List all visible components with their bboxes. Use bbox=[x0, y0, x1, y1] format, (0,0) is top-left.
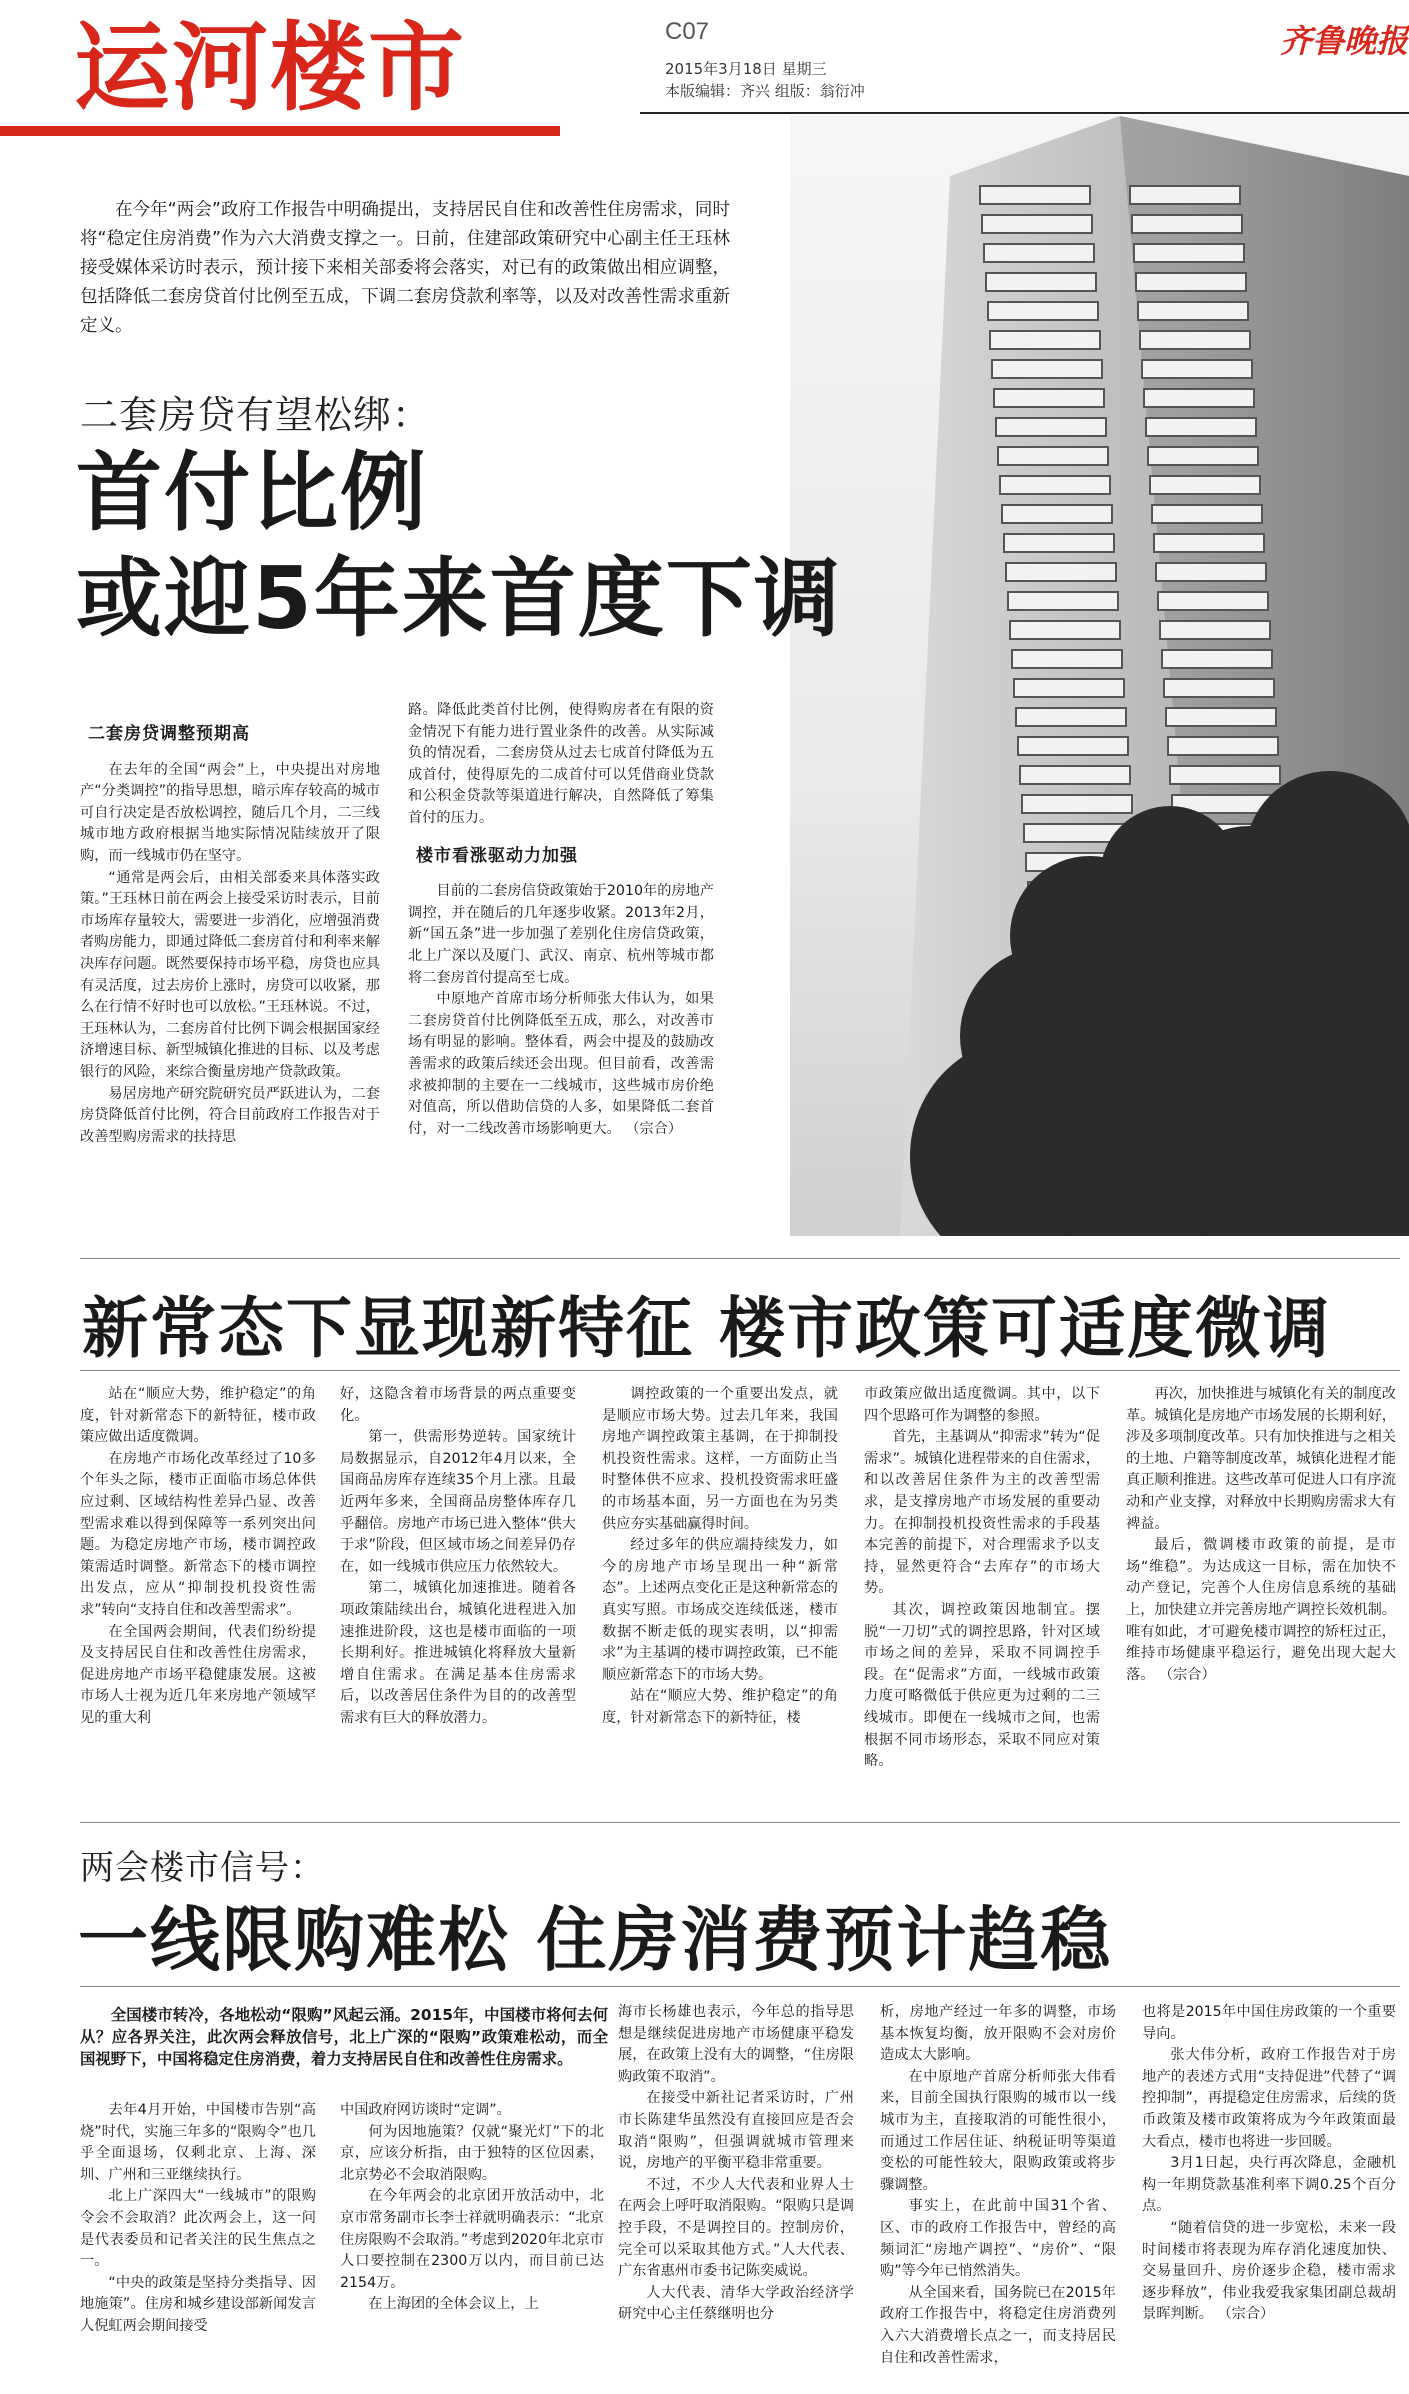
paragraph: 经过多年的供应端持续发力，如今的房地产市场呈现出一种“新常态”。上述两点变化正是这种新常态的真实写照。市场成交连续低迷，楼市数据不断走低的现实表明，以“抑需求”为主基调的楼市调控政策，已不能顺应新常态下的市场大势。 bbox=[602, 1537, 838, 1683]
paragraph: 去年4月开始，中国楼市告别“高烧”时代，实施三年多的“限购令”也几乎全面退场，仅剩北京、上海、深圳、广州和三亚继续执行。 bbox=[80, 2102, 316, 2183]
window bbox=[1006, 563, 1116, 581]
paragraph: 在接受中新社记者采访时，广州市长陈建华虽然没有直接回应是否会取消“限购”，但强调就城市管理来说，房地产的平衡平稳非常重要。 bbox=[618, 2090, 854, 2172]
window bbox=[1016, 708, 1126, 726]
window bbox=[1010, 621, 1120, 639]
divider bbox=[80, 1822, 1400, 1823]
paragraph: 站在“顺应大势，维护稳定”的角度，针对新常态下的新特征，楼市政策应做出适度微调。 bbox=[80, 1386, 316, 1446]
paragraph: 何为因地施策？仅就“聚光灯”下的北京，应该分析指，由于独特的区位因素，北京势必不会取消限购。 bbox=[340, 2123, 604, 2183]
story3-kicker: 两会楼市信号： bbox=[80, 1848, 325, 1888]
story3-column-1b bbox=[340, 2100, 604, 2316]
paragraph: 中国政府网访谈时“定调”。 bbox=[340, 2102, 511, 2118]
window bbox=[1166, 708, 1276, 726]
paragraph: 市政策应做出适度微调。其中，以下四个思路可作为调整的参照。 bbox=[864, 1386, 1100, 1424]
story2-headline: 新常态下显现新特征 楼市政策可适度微调 bbox=[82, 1290, 1331, 1367]
paragraph: 从全国来看，国务院已在2015年政府工作报告中，将稳定住房消费列入六大消费增长点之一，而支持居民自住和改善性需求， bbox=[880, 2284, 1116, 2366]
window bbox=[1142, 360, 1252, 378]
window bbox=[982, 215, 1092, 233]
window bbox=[990, 331, 1100, 349]
window bbox=[1136, 273, 1246, 291]
highrise-illustration bbox=[790, 116, 1409, 1236]
paragraph: 3月1日起，央行再次降息，金融机构一年期贷款基准利率下调0.25个百分点。 bbox=[1142, 2155, 1396, 2215]
story1-headline bbox=[76, 440, 842, 652]
divider bbox=[80, 1986, 1400, 1987]
window bbox=[1130, 186, 1240, 204]
paragraph: 在今年两会的北京团开放活动中，北京市常务副市长李士祥就明确表示：“北京住房限购不会取消。”考虑到2020年北京市人口要控制在2300万以内，而目前已达2154万。 bbox=[340, 2188, 604, 2291]
window bbox=[1170, 766, 1280, 784]
window bbox=[984, 244, 1094, 262]
date-line: 2015年3月18日 星期三 bbox=[665, 60, 827, 78]
paragraph: 其次，调控政策因地制宜。摆脱“一刀切”式的调控思路，针对区域市场之间的差异，采取不同调控手段。在“促需求”方面，一线城市政策力度可略微低于供应更为过剩的二三线城市。即便在一线城市之间，也需根据不同市场形态，采取不同应对策略。 bbox=[864, 1601, 1100, 1770]
story1-kicker: 二套房贷有望松绑： bbox=[80, 393, 432, 437]
edition-meta bbox=[665, 58, 865, 102]
window bbox=[1148, 447, 1258, 465]
window bbox=[998, 447, 1108, 465]
window bbox=[1022, 795, 1132, 813]
paragraph: “随着信贷的进一步宽松，未来一段时间楼市将表现为库存消化速度加快、交易量回升、房价逐步企稳，楼市需求逐步释放”，伟业我爱我家集团副总裁胡景晖判断。 （宗合） bbox=[1142, 2219, 1396, 2323]
paragraph: 海市长杨雄也表示，今年总的指导思想是继续促进房地产市场健康平稳发展，在政策上没有大的调整，“住房限购政策不取消”。 bbox=[618, 2004, 854, 2085]
window bbox=[1002, 505, 1112, 523]
window bbox=[980, 186, 1090, 204]
window bbox=[992, 360, 1102, 378]
window bbox=[1014, 679, 1124, 697]
window bbox=[1150, 476, 1260, 494]
window bbox=[1012, 650, 1122, 668]
paragraph: “通常是两会后，由相关部委来具体落实政策。”王珏林日前在两会上接受采访时表示，目前市场库存量较大，需要进一步消化，应增强消费者购房能力，即通过降低二套房首付和利率来解决库存问题。既然要保持市场平稳，房贷也应具有灵活度，过去房价上涨时，房贷可以收紧，那么在行情不好时也可以放松。”王珏林说。不过，王珏林认为，二套房首付比例下调会根据国家经济增速目标、新型城镇化推进的目标、以及考虑银行的风险，来综合衡量房地产贷款政策。 bbox=[80, 869, 380, 1080]
window bbox=[986, 273, 1096, 291]
paragraph: 站在“顺应大势、维护稳定”的角度，针对新常态下的新特征，楼 bbox=[602, 1688, 838, 1726]
window bbox=[1138, 302, 1248, 320]
paragraph: 再次，加快推进与城镇化有关的制度改革。城镇化是房地产市场发展的长期利好，涉及多项制度改革。只有加快推进与之相关的土地、户籍等制度改革，城镇化进程才能真正顺利推进。这些改革可促进人口有序流动和产业支撑，对释放中长期购房需求大有裨益。 bbox=[1126, 1386, 1396, 1532]
paragraph: 易居房地产研究院研究员严跃进认为，二套房贷降低首付比例，符合目前政府工作报告对于改善型购房需求的扶持思 bbox=[80, 1085, 380, 1145]
story1-column-1 bbox=[80, 718, 380, 1148]
page-number: C07 bbox=[665, 18, 710, 45]
story2-column-2 bbox=[340, 1384, 576, 1730]
editor-line: 本版编辑：齐兴 组版：翁衍冲 bbox=[665, 82, 865, 100]
window bbox=[1020, 766, 1130, 784]
story1-headline-line2: 或迎5年来首度下调 bbox=[76, 549, 842, 649]
paragraph: 路。降低此类首付比例，使得购房者在有限的资金情况下有能力进行置业条件的改善。从实际减负的情况看，二套房贷从过去七成首付降低为五成首付，使得原先的二成首付可以凭借商业贷款和公积金贷款等渠道进行解决，自然降低了筹集首付的压力。 bbox=[408, 702, 714, 826]
paragraph: 在房地产市场化改革经过了10多个年头之际，楼市正面临市场总体供应过剩、区域结构性差异凸显、改善型需求难以得到保障等一系列突出问题。为稳定房地产市场，楼市调控政策需适时调整。新常态下的楼市调控出发点，应从“抑制投机投资性需求”转向“支持自住和改善型需求”。 bbox=[80, 1450, 316, 1618]
window bbox=[1008, 592, 1118, 610]
story1-lead: 在今年“两会”政府工作报告中明确提出，支持居民自住和改善性住房需求，同时将“稳定住房消费”作为六大消费支撑之一。日前，住建部政策研究中心副主任王珏林接受媒体采访时表示，预计接下来相关部委将会落实，对已有的政策做出相应调整，包括降低二套房贷首付比例至五成，下调二套房贷款利率等，以及对改善性需求重新定义。 bbox=[80, 200, 730, 336]
story2-column-4 bbox=[864, 1384, 1100, 1773]
paragraph: 第二，城镇化加速推进。随着各项政策陆续出台，城镇化进程进入加速推进阶段，这也是楼市面临的一项长期利好。推进城镇化将释放大量新增自住需求。在满足基本住房需求后，以改善居住条件为目的的改善型需求有巨大的释放潜力。 bbox=[340, 1580, 576, 1726]
story3-column-2 bbox=[618, 2002, 854, 2326]
paragraph: 最后，微调楼市政策的前提，是市场“维稳”。为达成这一目标，需在加快不动产登记，完善个人住房信息系统的基础上，加快建立并完善房地产调控长效机制。唯有如此，才可避免楼市调控的矫枉过正，维持市场健康平稳运行，避免出现大起大落。 （宗合） bbox=[1126, 1537, 1396, 1683]
paragraph: 目前的二套房信贷政策始于2010年的房地产调控，并在随后的几年逐步收紧。2013年2月，新“国五条”进一步加强了差别化住房信贷政策，北上广深以及厦门、武汉、南京、杭州等城市都将二套房首付提高至七成。 bbox=[408, 883, 714, 986]
paragraph: 好，这隐含着市场背景的两点重要变化。 bbox=[340, 1386, 576, 1424]
paragraph: 也将是2015年中国住房政策的一个重要导向。 bbox=[1142, 2004, 1396, 2042]
story1-subhead-1: 二套房贷调整预期高 bbox=[88, 724, 250, 744]
story1-subhead-2: 楼市看涨驱动力加强 bbox=[416, 845, 578, 866]
story3-column-4 bbox=[1142, 2002, 1396, 2326]
story2-column-1 bbox=[80, 1384, 316, 1730]
divider bbox=[80, 1258, 1400, 1259]
window bbox=[1164, 679, 1274, 697]
story2-column-3 bbox=[602, 1384, 838, 1730]
window bbox=[1000, 476, 1110, 494]
window bbox=[1140, 331, 1250, 349]
story3-column-1a bbox=[80, 2100, 316, 2338]
story3-intro: 全国楼市转冷，各地松动“限购”风起云涌。2015年，中国楼市将何去何从？应各界关注，此次两会释放信号，北上广深的“限购”政策难松动，而全国视野下，中国将稳定住房消费，着力支持居民自住和改善性住房需求。 bbox=[80, 2006, 608, 2068]
window bbox=[994, 389, 1104, 407]
window bbox=[1158, 592, 1268, 610]
window bbox=[1134, 244, 1244, 262]
window bbox=[1152, 505, 1262, 523]
paragraph: 析，房地产经过一年多的调整，市场基本恢复均衡，放开限购不会对房价造成太大影响。 bbox=[880, 2004, 1116, 2064]
window bbox=[1018, 737, 1128, 755]
story3-headline: 一线限购难松 住房消费预计趋稳 bbox=[78, 1899, 1113, 1981]
window bbox=[1154, 534, 1264, 552]
window bbox=[1132, 215, 1242, 233]
story3-column-3 bbox=[880, 2002, 1116, 2369]
header-rule bbox=[640, 112, 1409, 114]
paragraph: 人大代表、清华大学政治经济学研究中心主任蔡继明也分 bbox=[618, 2284, 854, 2323]
paragraph: 在上海团的全体会议上，上 bbox=[368, 2296, 539, 2313]
divider bbox=[80, 1370, 1400, 1371]
window bbox=[988, 302, 1098, 320]
newspaper-brand: 齐鲁晚报 bbox=[1280, 22, 1409, 60]
paragraph: 事实上，在此前中国31个省、区、市的政府工作报告中，曾经的高频词汇“房地产调控”、“房价”、“限购”等今年已悄然消失。 bbox=[880, 2198, 1116, 2280]
paragraph: 不过，不少人大代表和业界人士在两会上呼吁取消限购。“限购只是调控手段，不是调控目的。控制房价，完全可以采取其他方式。”人大代表、广东省惠州市委书记陈奕威说。 bbox=[618, 2176, 854, 2280]
section-title: 运河楼市 bbox=[74, 12, 466, 124]
window bbox=[1160, 621, 1270, 639]
section-title-rule bbox=[0, 126, 560, 136]
window bbox=[1004, 534, 1114, 552]
paragraph: 调控政策的一个重要出发点，就是顺应市场大势。过去几年来，我国房地产调控政策主基调，在于抑制投机投资性需求。这样，一方面防止当时整体供不应求、投机投资需求旺盛的市场基本面，另一方面也在为另类供应夯实基础赢得时间。 bbox=[602, 1386, 838, 1532]
paragraph: 在中原地产首席分析师张大伟看来，目前全国执行限购的城市以一线城市为主，直接取消的可能性很小，而通过工作居住证、纳税证明等渠道变松的可能性较大，限购政策或将步骤调整。 bbox=[880, 2068, 1116, 2193]
window bbox=[996, 418, 1106, 436]
paragraph: 在去年的全国“两会”上，中央提出对房地产“分类调控”的指导思想，暗示库存较高的城市可自行决定是否放松调控，随后几个月，二三线城市地方政府根据当地实际情况陆续放开了限购，而一线城市仍在坚守。 bbox=[80, 761, 380, 864]
story2-column-5 bbox=[1126, 1384, 1396, 1686]
window bbox=[1144, 389, 1254, 407]
paragraph: “中央的政策是坚持分类指导、因地施策”。住房和城乡建设部新闻发言人倪虹两会期间接受 bbox=[80, 2274, 316, 2334]
window bbox=[1156, 563, 1266, 581]
story1-column-2 bbox=[408, 700, 714, 1140]
window bbox=[1146, 418, 1256, 436]
paragraph: 张大伟分析，政府工作报告对于房地产的表述方式用“支持促进”代替了“调控抑制”，再提稳定住房需求，后续的货币政策及楼市政策将成为今年政策面最大看点，楼市也将进一步回暖。 bbox=[1142, 2047, 1396, 2150]
paragraph: 中原地产首席市场分析师张大伟认为，如果二套房贷首付比例降低至五成，那么，对改善市场有明显的影响。整体看，两会中提及的鼓励改善需求的政策后续还会出现。但目前看，改善需求被抑制的主要在一二线城市，这些城市房价绝对值高，所以借助信贷的人多，如果降低二套首付，对一二线改善市场影响更大。 （宗合） bbox=[408, 991, 714, 1137]
paragraph: 在全国两会期间，代表们纷纷提及支持居民自住和改善性住房需求，促进房地产市场平稳健康发展。这被市场人士视为近几年来房地产领域罕见的重大利 bbox=[80, 1623, 316, 1726]
building-photo bbox=[790, 116, 1409, 1236]
window bbox=[1168, 737, 1278, 755]
window bbox=[1162, 650, 1272, 668]
paragraph: 首先，主基调从“抑需求”转为“促需求”。城镇化进程带来的自住需求，和以改善居住条件为主的改善型需求，是支撑房地产市场发展的重要动力。在抑制投机投资性需求的手段基本完善的前提下，对合理需求予以支持，显然更符合“去库存”的市场大势。 bbox=[864, 1429, 1100, 1597]
story1-headline-line1: 首付比例 bbox=[76, 443, 428, 543]
paragraph: 北上广深四大“一线城市”的限购令会不会取消？此次两会上，这一问是代表委员和记者关注的民生焦点之一。 bbox=[80, 2188, 316, 2270]
paragraph: 第一，供需形势逆转。国家统计局数据显示，自2012年4月以来，全国商品房库存连续35个月上涨。且最近两年多来，全国商品房整体库存几乎翻倍。房地产市场已进入整体“供大于求”阶段，但区域市场之间差异仍存在，如一线城市供应压力依然较大。 bbox=[340, 1429, 576, 1575]
